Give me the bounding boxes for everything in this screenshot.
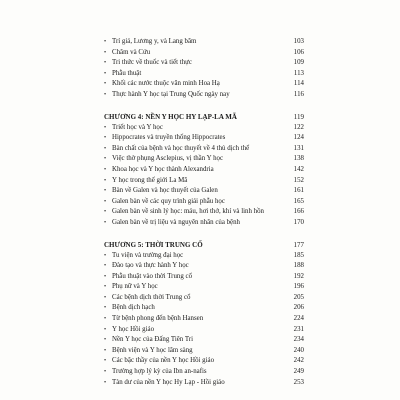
toc-entry-title: Đào tạo và thực hành Y học — [112, 262, 189, 270]
toc-entry-page-number: 106 — [293, 48, 304, 56]
bullet-icon: • — [104, 135, 107, 142]
toc-entry — [104, 378, 304, 389]
toc-entry — [104, 314, 304, 325]
chapter-title: CHƯƠNG 4: NỀN Y HỌC HY LẠP-LA MÃ — [104, 112, 237, 121]
section-gap — [104, 229, 304, 239]
toc-entry-page-number: 206 — [293, 304, 304, 312]
toc-entry-title: Tàn dư của nền Y học Hy Lạp - Hồi giáo — [112, 378, 225, 386]
bullet-icon: • — [104, 284, 107, 291]
bullet-icon: • — [104, 39, 107, 45]
toc-entry-title: Khối các nước thuộc văn minh Hoa Hạ — [112, 80, 220, 88]
toc-entry-title: Phẫu thuật vào thời Trung cổ — [112, 272, 193, 280]
toc-entry-title: Phụ nữ và Y học — [112, 283, 158, 291]
bullet-icon: • — [104, 263, 107, 270]
bullet-icon: • — [104, 337, 107, 344]
toc-entry — [104, 154, 304, 165]
toc-entry-title: Galen bàn về sinh lý học: máu, hơi thở, khí và linh hồn — [112, 208, 264, 216]
toc-entry-title: Bệnh dịch hạch — [112, 304, 155, 312]
toc-entry-page-number: 240 — [293, 346, 304, 354]
toc-entry-page-number: 131 — [293, 144, 304, 152]
toc-entry — [104, 218, 304, 229]
toc-entry-page-number: 192 — [293, 272, 304, 280]
toc-entry-page-number: 231 — [293, 325, 304, 333]
toc-entry — [104, 197, 304, 208]
toc-entry-page-number: 113 — [293, 69, 304, 77]
toc-entry-page-number: 185 — [293, 251, 304, 259]
toc-entry — [104, 335, 304, 346]
section-gap — [104, 101, 304, 111]
toc-entry-title: Galen bàn về trị liệu và nguyên nhân của bệnh — [112, 218, 241, 226]
toc-entry — [104, 165, 304, 176]
toc-entry-title: Galen bàn về các quy trình giải phẫu học — [112, 197, 225, 205]
toc-entry-page-number: 161 — [293, 187, 304, 195]
toc-entry-title: Bàn chất của bệnh và học thuyết về 4 thủ dịch thể — [112, 144, 250, 152]
bullet-icon: • — [104, 369, 107, 376]
toc-entry-page-number: 166 — [293, 208, 304, 216]
bullet-icon: • — [104, 219, 107, 226]
bullet-icon: • — [104, 326, 107, 333]
toc-entry — [104, 325, 304, 336]
bullet-icon: • — [104, 70, 107, 77]
bullet-icon: • — [104, 347, 107, 354]
toc-entry-title: Việc thờ phụng Asclepius, vị thần Y học — [112, 155, 224, 163]
toc-entry-title: Khoa học và Y học thành Alexandria — [112, 165, 214, 173]
bullet-icon: • — [104, 177, 107, 184]
toc-entry — [104, 58, 304, 69]
toc-entry-page-number: 116 — [293, 90, 304, 98]
toc-entry — [104, 79, 304, 90]
toc-entry-page-number: 109 — [293, 59, 304, 67]
toc-entry — [104, 69, 304, 80]
toc-entry — [104, 282, 304, 293]
toc-entry — [104, 133, 304, 144]
toc-entry-page-number: 205 — [293, 293, 304, 301]
toc-entry-page-number: 196 — [293, 283, 304, 291]
toc-entry — [104, 251, 304, 262]
bullet-icon: • — [104, 91, 107, 98]
chapter-title: CHƯƠNG 5: THỜI TRUNG CỔ — [104, 240, 203, 249]
toc-entry — [104, 123, 304, 134]
toc-entry-page-number: 188 — [293, 262, 304, 270]
toc-entry-title: Tri thức về thuốc và tiết thực — [112, 59, 192, 67]
bullet-icon: • — [104, 294, 107, 301]
toc-entry-page-number: 103 — [293, 38, 304, 45]
toc-entry-page-number: 165 — [293, 197, 304, 205]
toc-entry — [104, 207, 304, 218]
toc-entry-page-number: 224 — [293, 315, 304, 323]
bullet-icon: • — [104, 358, 107, 365]
toc-entry-title: Nền Y học của Đấng Tiên Tri — [112, 336, 194, 344]
toc-entry-page-number: 170 — [293, 218, 304, 226]
toc-entry-page-number: 142 — [293, 165, 304, 173]
bullet-icon: • — [104, 49, 107, 56]
toc-entry — [104, 186, 304, 197]
toc-entry-title: Các bệnh dịch thời Trung cổ — [112, 293, 191, 301]
bullet-icon: • — [104, 145, 107, 152]
bullet-icon: • — [104, 124, 107, 131]
toc-entry-title: Trường hợp lý kỳ của Ibn an-nafis — [112, 368, 207, 376]
toc-entry — [104, 176, 304, 187]
bullet-icon: • — [104, 379, 107, 386]
toc-entry-title: Thực hành Y học tại Trung Quốc ngày nay — [112, 90, 230, 98]
toc-entry-title: Châm và Cứu — [112, 48, 151, 56]
toc-entry — [104, 37, 304, 48]
toc-entry-title: Trí giả, Lương y, và Lang băm — [112, 38, 197, 45]
toc-entry-title: Tu viện và trường đại học — [112, 251, 184, 259]
toc-entry — [104, 346, 304, 357]
toc-entry — [104, 272, 304, 283]
toc-entry-title: Phẫu thuật — [112, 69, 142, 77]
toc-entry-page-number: 242 — [293, 357, 304, 365]
toc-entry — [104, 261, 304, 272]
table-of-contents — [104, 37, 304, 388]
bullet-icon: • — [104, 273, 107, 280]
bullet-icon: • — [104, 209, 107, 216]
bullet-icon: • — [104, 156, 107, 163]
toc-entry — [104, 367, 304, 378]
toc-entry-title: Bàn về Galen và học thuyết của Galen — [112, 187, 218, 195]
toc-entry-page-number: 234 — [293, 336, 304, 344]
toc-entry-title: Hippocrates và truyền thống Hippocrates — [112, 134, 226, 142]
toc-entry — [104, 293, 304, 304]
toc-entry — [104, 303, 304, 314]
chapter-heading — [104, 239, 304, 251]
chapter-page-number: 119 — [293, 112, 304, 121]
toc-entry-page-number: 253 — [293, 378, 304, 386]
toc-entry-title: Y học trong thế giới La Mã — [112, 176, 188, 184]
toc-entry — [104, 356, 304, 367]
toc-entry-page-number: 249 — [293, 368, 304, 376]
toc-entry — [104, 90, 304, 101]
toc-entry-title: Từ bệnh phong đến bệnh Hansen — [112, 315, 204, 323]
toc-entry — [104, 48, 304, 59]
bullet-icon: • — [104, 252, 107, 259]
toc-entry-page-number: 122 — [293, 123, 304, 131]
chapter-heading — [104, 111, 304, 123]
bullet-icon: • — [104, 305, 107, 312]
toc-entry-title: Bệnh viện và Y học lâm sàng — [112, 346, 193, 354]
bullet-icon: • — [104, 188, 107, 195]
toc-entry — [104, 144, 304, 155]
toc-entry-title: Triết học và Y học — [112, 123, 163, 131]
bullet-icon: • — [104, 166, 107, 173]
toc-entry-title: Các bậc thầy của nền Y học Hồi giáo — [112, 357, 215, 365]
bullet-icon: • — [104, 198, 107, 205]
toc-entry-page-number: 152 — [293, 176, 304, 184]
chapter-page-number: 177 — [293, 240, 304, 249]
toc-entry-page-number: 124 — [293, 134, 304, 142]
toc-entry-page-number: 114 — [293, 80, 304, 88]
bullet-icon: • — [104, 81, 107, 88]
bullet-icon: • — [104, 60, 107, 67]
bullet-icon: • — [104, 316, 107, 323]
toc-entry-title: Y học Hồi giáo — [112, 325, 155, 333]
toc-entry-page-number: 138 — [293, 155, 304, 163]
